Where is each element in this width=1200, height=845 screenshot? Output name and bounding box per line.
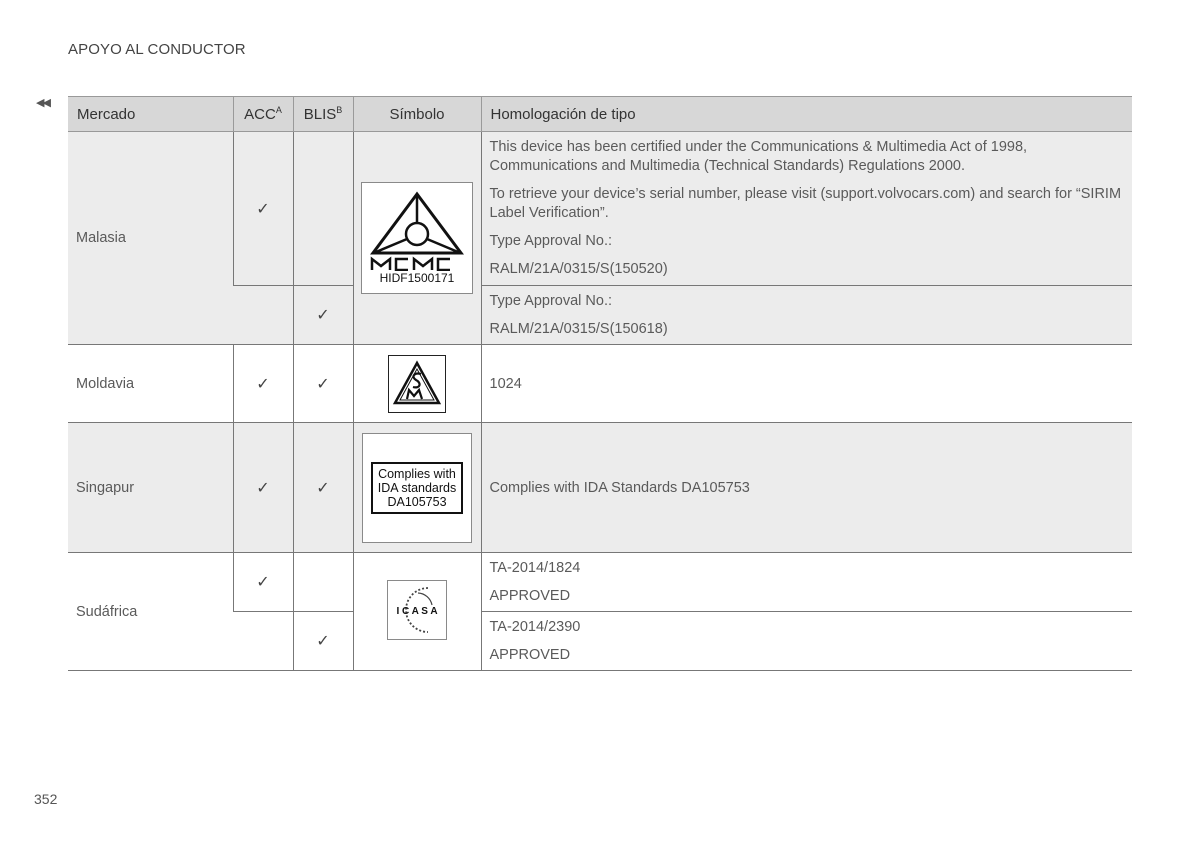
market-cell: Moldavia [68, 345, 233, 423]
ida-label-text: Complies with [378, 466, 456, 481]
svg-text:I C A S A: I C A S A [396, 606, 438, 617]
icasa-emblem-icon [388, 581, 446, 639]
homologation-cell [481, 286, 1132, 345]
homologation-cell: 1024 [481, 345, 1132, 423]
homologation-text: APPROVED [489, 646, 571, 663]
homologation-text: TA-2014/1824 [489, 559, 581, 576]
acc-empty-cell [233, 286, 293, 345]
blis-empty-cell [293, 132, 353, 286]
sm-triangle-icon [392, 359, 442, 409]
homologation-text: RALM/21A/0315/S(150520) [489, 261, 668, 277]
mcmc-code: HIDF1500171 [379, 271, 455, 285]
header-symbol: Símbolo [353, 97, 481, 132]
table-row-malasia [68, 132, 1132, 286]
table-row-moldavia [68, 345, 1132, 423]
homologation-cell [481, 132, 1132, 286]
homologation-text: To retrieve your device’s serial number, please visit (support.volvocars.com) and search for “SIRIM Label Verification”. [489, 186, 1122, 221]
acc-check-icon: ✓ [233, 553, 293, 612]
symbol-cell [353, 132, 481, 345]
icasa-logo [387, 580, 447, 640]
section-title: APOYO AL CONDUCTOR [68, 41, 246, 58]
homologation-text: Type Approval No.: [489, 233, 613, 249]
acc-check-icon: ✓ [233, 423, 293, 553]
type-approval-table [68, 96, 1132, 671]
header-homologation: Homologación de tipo [481, 97, 1132, 132]
homologation-cell: Complies with IDA Standards DA105753 [481, 423, 1132, 553]
blis-check-icon: ✓ [293, 286, 353, 345]
acc-check-icon: ✓ [233, 345, 293, 423]
homologation-cell [481, 553, 1132, 612]
mcmc-triangle-icon [368, 191, 466, 271]
table-row-sudafrica [68, 553, 1132, 612]
blis-check-icon: ✓ [293, 423, 353, 553]
ida-label-text: IDA standards [377, 480, 457, 495]
ida-label-text: DA105753 [387, 494, 447, 509]
market-cell: Singapur [68, 423, 233, 553]
mcmc-logo [361, 182, 473, 294]
header-market: Mercado [68, 97, 233, 132]
symbol-cell [353, 553, 481, 671]
acc-check-icon: ✓ [233, 132, 293, 286]
homologation-text: APPROVED [489, 587, 571, 604]
market-cell: Malasia [68, 132, 233, 345]
table-row-singapur [68, 423, 1132, 553]
homologation-cell [481, 612, 1132, 671]
ida-label [362, 433, 472, 543]
homologation-text: TA-2014/2390 [489, 618, 581, 635]
market-cell: Sudáfrica [68, 553, 233, 671]
homologation-text: RALM/21A/0315/S(150618) [489, 320, 668, 337]
blis-check-icon: ✓ [293, 345, 353, 423]
header-acc: $ACC^A$ [233, 97, 293, 132]
symbol-cell [353, 423, 481, 553]
symbol-cell [353, 345, 481, 423]
blis-check-icon: ✓ [293, 612, 353, 671]
previous-page-icon[interactable]: ◀◀ [36, 97, 49, 109]
header-blis: $BLIS^B$ [293, 97, 353, 132]
page-number: 352 [34, 791, 58, 807]
homologation-text: Type Approval No.: [489, 292, 613, 309]
homologation-text: This device has been certified under the Communications & Multimedia Act of 1998, Communications and Multimedia (Technical Standards) Regulations 2000. [489, 139, 1028, 174]
table-header-row [68, 97, 1132, 132]
acc-empty-cell [233, 612, 293, 671]
sm-logo [388, 355, 446, 413]
ida-label-box [371, 462, 464, 514]
blis-empty-cell [293, 553, 353, 612]
